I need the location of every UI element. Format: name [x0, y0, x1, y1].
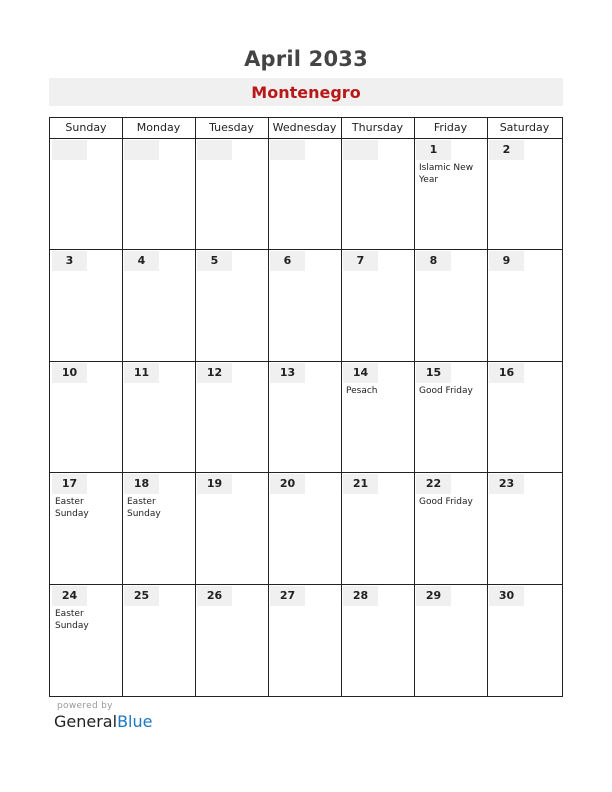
day-number: 6 [270, 251, 305, 271]
day-number: 13 [270, 363, 305, 383]
country-banner [49, 78, 563, 106]
day-cell[interactable] [342, 585, 414, 695]
day-number: 10 [52, 363, 87, 383]
weekday-saturday: Saturday [499, 121, 550, 134]
day-cell[interactable] [123, 473, 195, 583]
day-number: 27 [270, 586, 305, 606]
weekday-tuesday: Tuesday [209, 121, 254, 134]
day-number: 19 [197, 474, 232, 494]
calendar-grid [49, 117, 563, 697]
day-number: 12 [197, 363, 232, 383]
day-number: 30 [489, 586, 524, 606]
holiday-label: Good Friday [419, 497, 473, 508]
day-cell[interactable] [488, 585, 562, 695]
day-cell[interactable] [415, 139, 487, 249]
weekday-sunday: Sunday [65, 121, 107, 134]
day-number: 26 [197, 586, 232, 606]
page-title: April 2033 [244, 47, 368, 71]
day-cell[interactable] [342, 362, 414, 472]
day-cell[interactable] [269, 473, 341, 583]
day-number: 22 [416, 474, 451, 494]
empty-day-header [52, 140, 87, 160]
day-cell[interactable] [342, 250, 414, 360]
day-cell[interactable] [342, 473, 414, 583]
day-number: 25 [124, 586, 159, 606]
holiday-label: Easter Sunday [55, 608, 89, 631]
country-name: Montenegro [251, 83, 361, 102]
day-number: 23 [489, 474, 524, 494]
holiday-label: Good Friday [419, 385, 473, 396]
day-number: 3 [52, 251, 87, 271]
day-cell[interactable] [123, 139, 195, 249]
powered-by-label: powered by [57, 701, 113, 711]
day-cell[interactable] [51, 585, 122, 695]
day-number: 24 [52, 586, 87, 606]
day-cell[interactable] [269, 139, 341, 249]
day-number: 1 [416, 140, 451, 160]
day-cell[interactable] [196, 585, 268, 695]
weekday-thursday: Thursday [351, 121, 404, 134]
brand-blue: Blue [117, 712, 153, 731]
empty-day-header [197, 140, 232, 160]
day-cell[interactable] [269, 250, 341, 360]
day-cell[interactable] [415, 585, 487, 695]
empty-day-header [343, 140, 378, 160]
day-number: 21 [343, 474, 378, 494]
holiday-label: Islamic New Year [419, 163, 474, 185]
day-number: 9 [489, 251, 524, 271]
brand-logo[interactable] [54, 712, 152, 731]
day-cell[interactable] [196, 139, 268, 249]
day-number: 18 [124, 474, 159, 494]
day-cell[interactable] [488, 473, 562, 583]
holiday-label: Easter Sunday [127, 497, 161, 520]
empty-day-header [124, 140, 159, 160]
weekday-header-row [50, 118, 562, 139]
weekday-friday: Friday [433, 121, 468, 134]
day-number: 20 [270, 474, 305, 494]
day-number: 7 [343, 251, 378, 271]
day-cell[interactable] [123, 585, 195, 695]
day-cell[interactable] [196, 362, 268, 472]
weekday-wednesday: Wednesday [272, 121, 337, 134]
day-cell[interactable] [196, 473, 268, 583]
brand-general: General [54, 712, 118, 731]
day-cell[interactable] [488, 362, 562, 472]
day-number: 11 [124, 363, 159, 383]
day-cell[interactable] [51, 250, 122, 360]
day-number: 15 [416, 363, 451, 383]
day-number: 17 [52, 474, 87, 494]
holiday-label: Pesach [346, 385, 378, 396]
day-cell[interactable] [415, 473, 487, 583]
day-cell[interactable] [415, 250, 487, 360]
day-cell[interactable] [123, 250, 195, 360]
day-cell[interactable] [488, 250, 562, 360]
day-cell[interactable] [415, 362, 487, 472]
day-number: 4 [124, 251, 159, 271]
day-cell[interactable] [269, 362, 341, 472]
day-number: 14 [343, 363, 378, 383]
holiday-label: Easter Sunday [55, 497, 89, 520]
day-number: 28 [343, 586, 378, 606]
day-number: 2 [489, 140, 524, 160]
day-number: 29 [416, 586, 451, 606]
weekday-monday: Monday [136, 121, 181, 134]
day-cell[interactable] [51, 473, 122, 583]
empty-day-header [270, 140, 305, 160]
day-number: 16 [489, 363, 524, 383]
day-number: 8 [416, 251, 451, 271]
day-cell[interactable] [51, 139, 122, 249]
day-cell[interactable] [196, 250, 268, 360]
day-cell[interactable] [123, 362, 195, 472]
day-cell[interactable] [488, 139, 562, 249]
day-cell[interactable] [342, 139, 414, 249]
day-number: 5 [197, 251, 232, 271]
day-cell[interactable] [51, 362, 122, 472]
day-cell[interactable] [269, 585, 341, 695]
